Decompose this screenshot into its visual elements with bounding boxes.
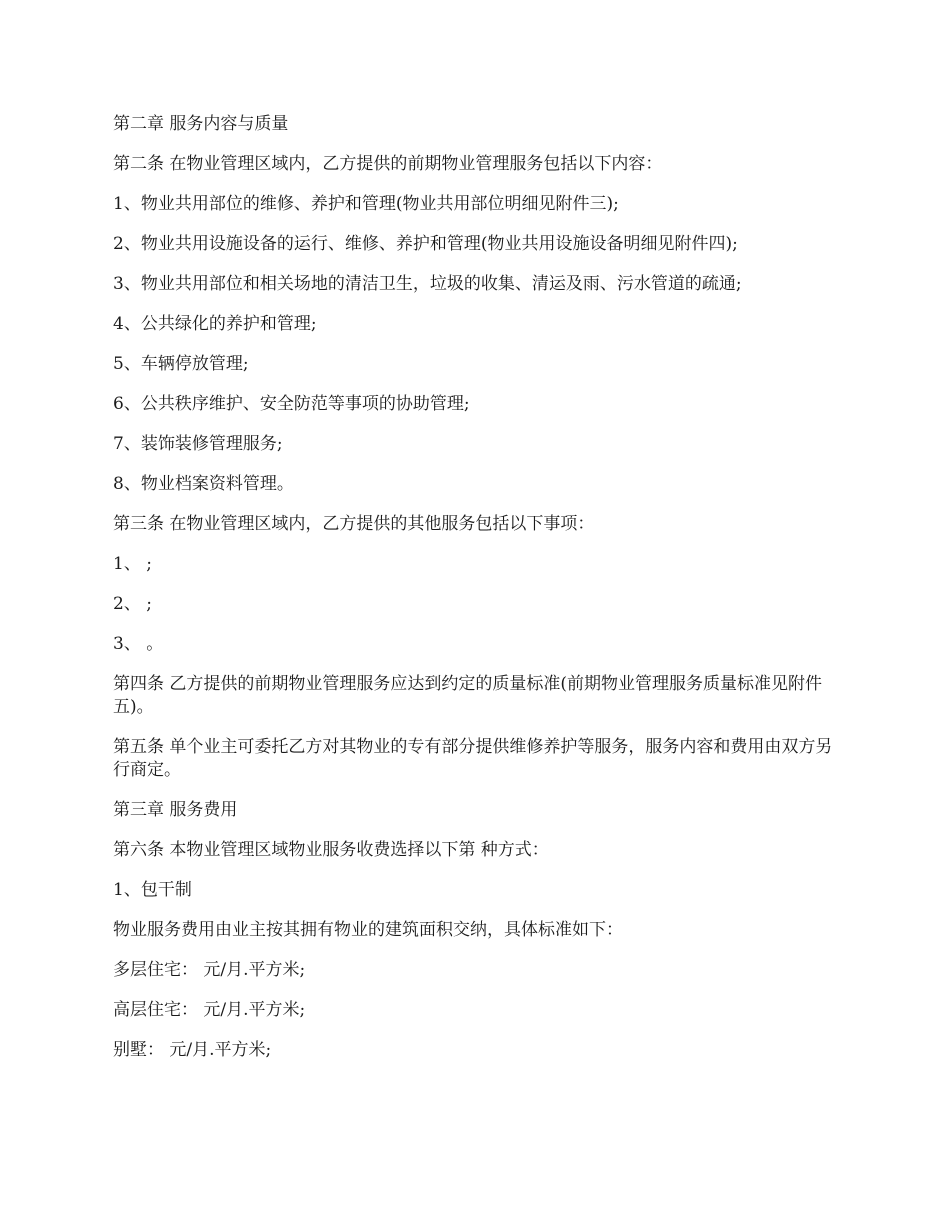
- chapter-3-heading: 第三章 服务费用: [113, 800, 238, 820]
- article-2: 第二条 在物业管理区域内，乙方提供的前期物业管理服务包括以下内容：: [113, 154, 663, 174]
- list-item: 3、物业共用部位和相关场地的清洁卫生，垃圾的收集、清运及雨、污水管道的疏通;: [113, 274, 742, 294]
- list-item: 6、公共秩序维护、安全防范等事项的协助管理;: [113, 394, 470, 414]
- fee-item: 多层住宅： 元/月.平方米;: [113, 960, 306, 980]
- list-item: 2、 ;: [113, 594, 152, 614]
- article-6: 第六条 本物业管理区域物业服务收费选择以下第 种方式：: [113, 840, 549, 860]
- list-item: 1、 ;: [113, 554, 152, 574]
- document-body: [113, 113, 835, 1079]
- list-item: 8、物业档案资料管理。: [113, 474, 294, 494]
- list-item: 2、物业共用设施设备的运行、维修、养护和管理(物业共用设施设备明细见附件四);: [113, 234, 738, 254]
- fee-item: 别墅： 元/月.平方米;: [113, 1040, 272, 1060]
- list-item: 7、装饰装修管理服务;: [113, 434, 283, 454]
- fee-description: 物业服务费用由业主按其拥有物业的建筑面积交纳，具体标准如下：: [113, 920, 623, 940]
- list-item: 3、 。: [113, 634, 164, 654]
- article-5: 第五条 单个业主可委托乙方对其物业的专有部分提供维修养护等服务，服务内容和费用由双方另行商定。: [113, 737, 833, 780]
- chapter-2-heading: 第二章 服务内容与质量: [113, 114, 289, 134]
- article-4: 第四条 乙方提供的前期物业管理服务应达到约定的质量标准(前期物业管理服务质量标准见附件五)。: [113, 674, 823, 717]
- article-3: 第三条 在物业管理区域内，乙方提供的其他服务包括以下事项：: [113, 514, 595, 534]
- list-item: 5、车辆停放管理;: [113, 354, 249, 374]
- list-item: 4、公共绿化的养护和管理;: [113, 314, 317, 334]
- fee-item: 高层住宅： 元/月.平方米;: [113, 1000, 306, 1020]
- list-item: 1、包干制: [113, 880, 192, 900]
- list-item: 1、物业共用部位的维修、养护和管理(物业共用部位明细见附件三);: [113, 194, 619, 214]
